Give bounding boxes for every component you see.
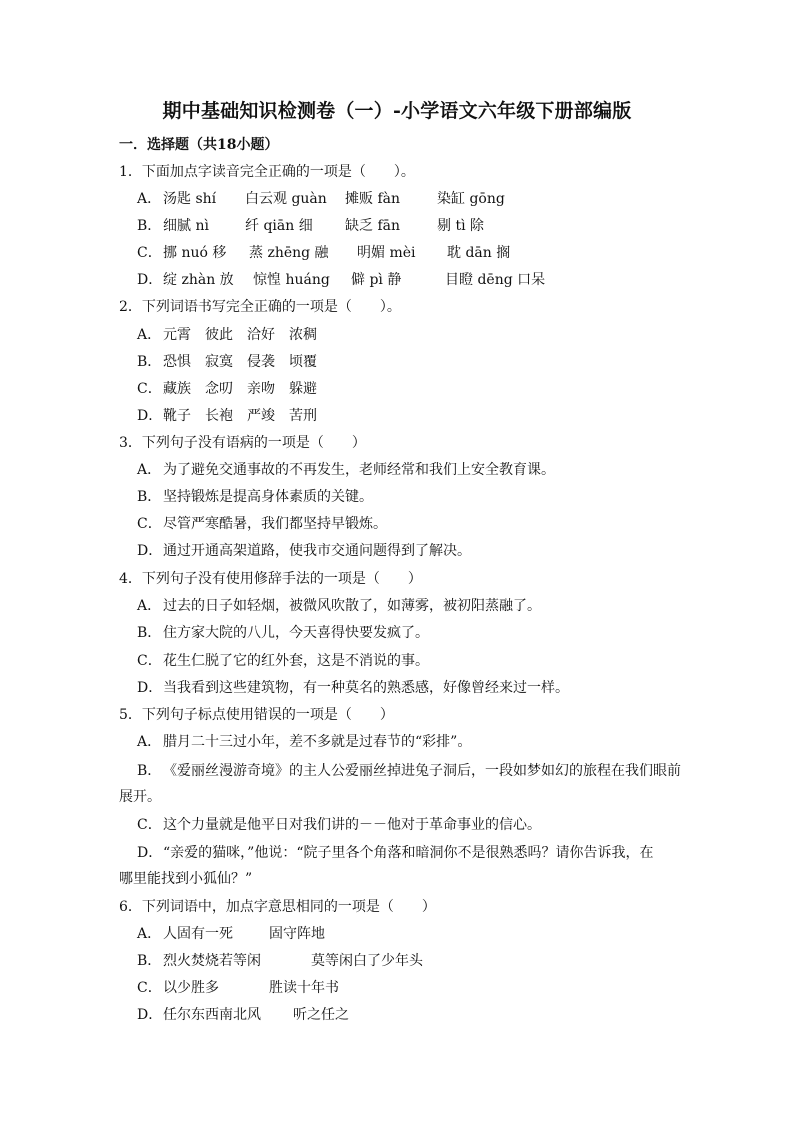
option-word: 躲避 [289, 381, 317, 397]
option-text: 这个力量就是他平日对我们讲的－－他对于革命事业的信心。 [163, 817, 541, 833]
option-label: D． [137, 543, 163, 559]
option-word: 摊贩 fàn [345, 191, 400, 207]
question-stem: 4．下列句子没有使用修辞手法的一项是（ ） [119, 571, 422, 587]
option-word: 明媚 mèi [357, 245, 416, 261]
option-word: 侵袭 [247, 354, 275, 370]
option-word: 惊惶 huáng [253, 272, 330, 288]
option-word: 白云观 guàn [245, 191, 327, 207]
option-label: C． [137, 980, 162, 996]
option-text: 为了避免交通事故的不再发生，老师经常和我们上安全教育课。 [163, 462, 555, 478]
option-continuation: 哪里能找到小狐仙？” [119, 871, 253, 887]
option-word: 僻 pì 静 [351, 272, 402, 288]
option-word: 藏族 [163, 381, 191, 397]
option-word: 目瞪 dēng 口呆 [445, 272, 546, 288]
question-option [137, 924, 325, 944]
option-word: 以少胜多 [163, 980, 219, 996]
question-option [137, 1005, 349, 1025]
option-word: 长袍 [205, 408, 233, 424]
question-option [137, 541, 471, 561]
option-word: 彼此 [205, 327, 233, 343]
question-option [137, 596, 541, 616]
option-word: 人固有一死 [163, 926, 233, 942]
question-option [137, 623, 429, 643]
option-label: B． [137, 218, 162, 234]
option-word: 任尔东西南北风 [163, 1007, 261, 1023]
question-option [137, 189, 505, 209]
section-heading: 一．选择题（共18小题） [119, 137, 279, 153]
option-label: A． [137, 191, 162, 207]
option-label: C． [137, 381, 162, 397]
page-title: 期中基础知识检测卷（一）-小学语文六年级下册部编版 [162, 100, 632, 122]
question-stem: 3．下列句子没有语病的一项是（ ） [119, 435, 366, 451]
option-text: “亲爱的猫咪，”他说：“院子里各个角落和暗洞你不是很熟悉吗？请你告诉我，在 [163, 845, 654, 861]
option-word: 浓稠 [289, 327, 317, 343]
question-option [137, 325, 317, 345]
option-text: 过去的日子如轻烟，被微风吹散了，如薄雾，被初阳蒸融了。 [163, 598, 541, 614]
option-text: 通过开通高架道路，使我市交通问题得到了解决。 [163, 543, 471, 559]
option-word: 纤 qiān 细 [245, 218, 313, 234]
option-word: 寂寞 [205, 354, 233, 370]
option-continuation: 展开。 [119, 789, 161, 805]
option-word: 莫等闲白了少年头 [311, 953, 423, 969]
option-word: 恐惧 [163, 354, 191, 370]
option-label: A． [137, 327, 162, 343]
option-word: 绽 zhàn 放 [163, 272, 234, 288]
option-text: 当我看到这些建筑物，有一种莫名的熟悉感，好像曾经来过一样。 [163, 680, 569, 696]
option-word: 念叨 [205, 381, 233, 397]
option-label: C． [137, 516, 162, 532]
option-word: 染缸 gōng [437, 191, 505, 207]
option-label: A． [137, 926, 162, 942]
option-label: B． [137, 489, 162, 505]
question-option [137, 843, 653, 863]
option-label: B． [137, 625, 162, 641]
option-word: 耽 dān 搁 [447, 245, 511, 261]
option-label: C． [137, 245, 162, 261]
option-text: 腊月二十三过小年，差不多就是过春节的“彩排”。 [163, 734, 472, 750]
question-stem: 6．下列词语中，加点字意思相同的一项是（ ） [119, 899, 436, 915]
question-option [137, 352, 317, 372]
option-word: 剔 tì 除 [437, 218, 485, 234]
option-label: D． [137, 680, 163, 696]
question-option [137, 216, 484, 236]
question-option [137, 514, 387, 534]
option-word: 元霄 [163, 327, 191, 343]
option-word: 严竣 [247, 408, 275, 424]
option-text: 住方家大院的八儿，今天喜得快要发疯了。 [163, 625, 429, 641]
option-word: 烈火焚烧若等闲 [163, 953, 261, 969]
option-word: 苦刑 [289, 408, 317, 424]
option-label: D． [137, 1007, 163, 1023]
question-stem: 2．下列词语书写完全正确的一项是（ ）。 [119, 299, 401, 315]
option-word: 靴子 [163, 408, 191, 424]
option-word: 缺乏 fān [345, 218, 400, 234]
option-word: 汤匙 shí [163, 191, 217, 207]
option-label: B． [137, 354, 162, 370]
question-option [137, 406, 317, 426]
question-option [137, 678, 569, 698]
option-label: B． [137, 953, 162, 969]
option-label: B． [137, 763, 162, 779]
option-label: C． [137, 653, 162, 669]
option-word: 挪 nuó 移 [163, 245, 227, 261]
question-option [137, 460, 555, 480]
question-option [137, 951, 423, 971]
option-text: 花生仁脱了它的红外套，这是不消说的事。 [163, 653, 429, 669]
option-text: 坚持锻炼是提高身体素质的关键。 [163, 489, 373, 505]
option-label: A． [137, 462, 162, 478]
option-word: 细腻 nì [163, 218, 209, 234]
question-option [137, 978, 339, 998]
question-option [137, 487, 373, 507]
option-word: 洽好 [247, 327, 275, 343]
option-word: 亲吻 [247, 381, 275, 397]
option-label: A． [137, 598, 162, 614]
question-option [137, 761, 681, 781]
option-text: 尽管严寒酷暑，我们都坚持早锻炼。 [163, 516, 387, 532]
option-label: C． [137, 817, 162, 833]
option-label: A． [137, 734, 162, 750]
option-text: 《爱丽丝漫游奇境》的主人公爱丽丝掉进兔子洞后，一段如梦如幻的旅程在我们眼前 [163, 763, 681, 779]
option-word: 固守阵地 [269, 926, 325, 942]
question-option [137, 243, 510, 263]
option-word: 胜读十年书 [269, 980, 339, 996]
question-stem: 5．下列句子标点使用错误的一项是（ ） [119, 707, 394, 723]
option-word: 听之任之 [293, 1007, 349, 1023]
option-word: 蒸 zhēng 融 [249, 245, 329, 261]
question-option [137, 270, 545, 290]
question-option [137, 651, 429, 671]
option-label: D． [137, 408, 163, 424]
question-option [137, 379, 317, 399]
question-stem: 1．下面加点字读音完全正确的一项是（ ）。 [119, 164, 415, 180]
option-word: 顷覆 [289, 354, 317, 370]
option-label: D． [137, 845, 163, 861]
option-label: D． [137, 272, 163, 288]
question-option [137, 815, 541, 835]
question-option [137, 732, 471, 752]
